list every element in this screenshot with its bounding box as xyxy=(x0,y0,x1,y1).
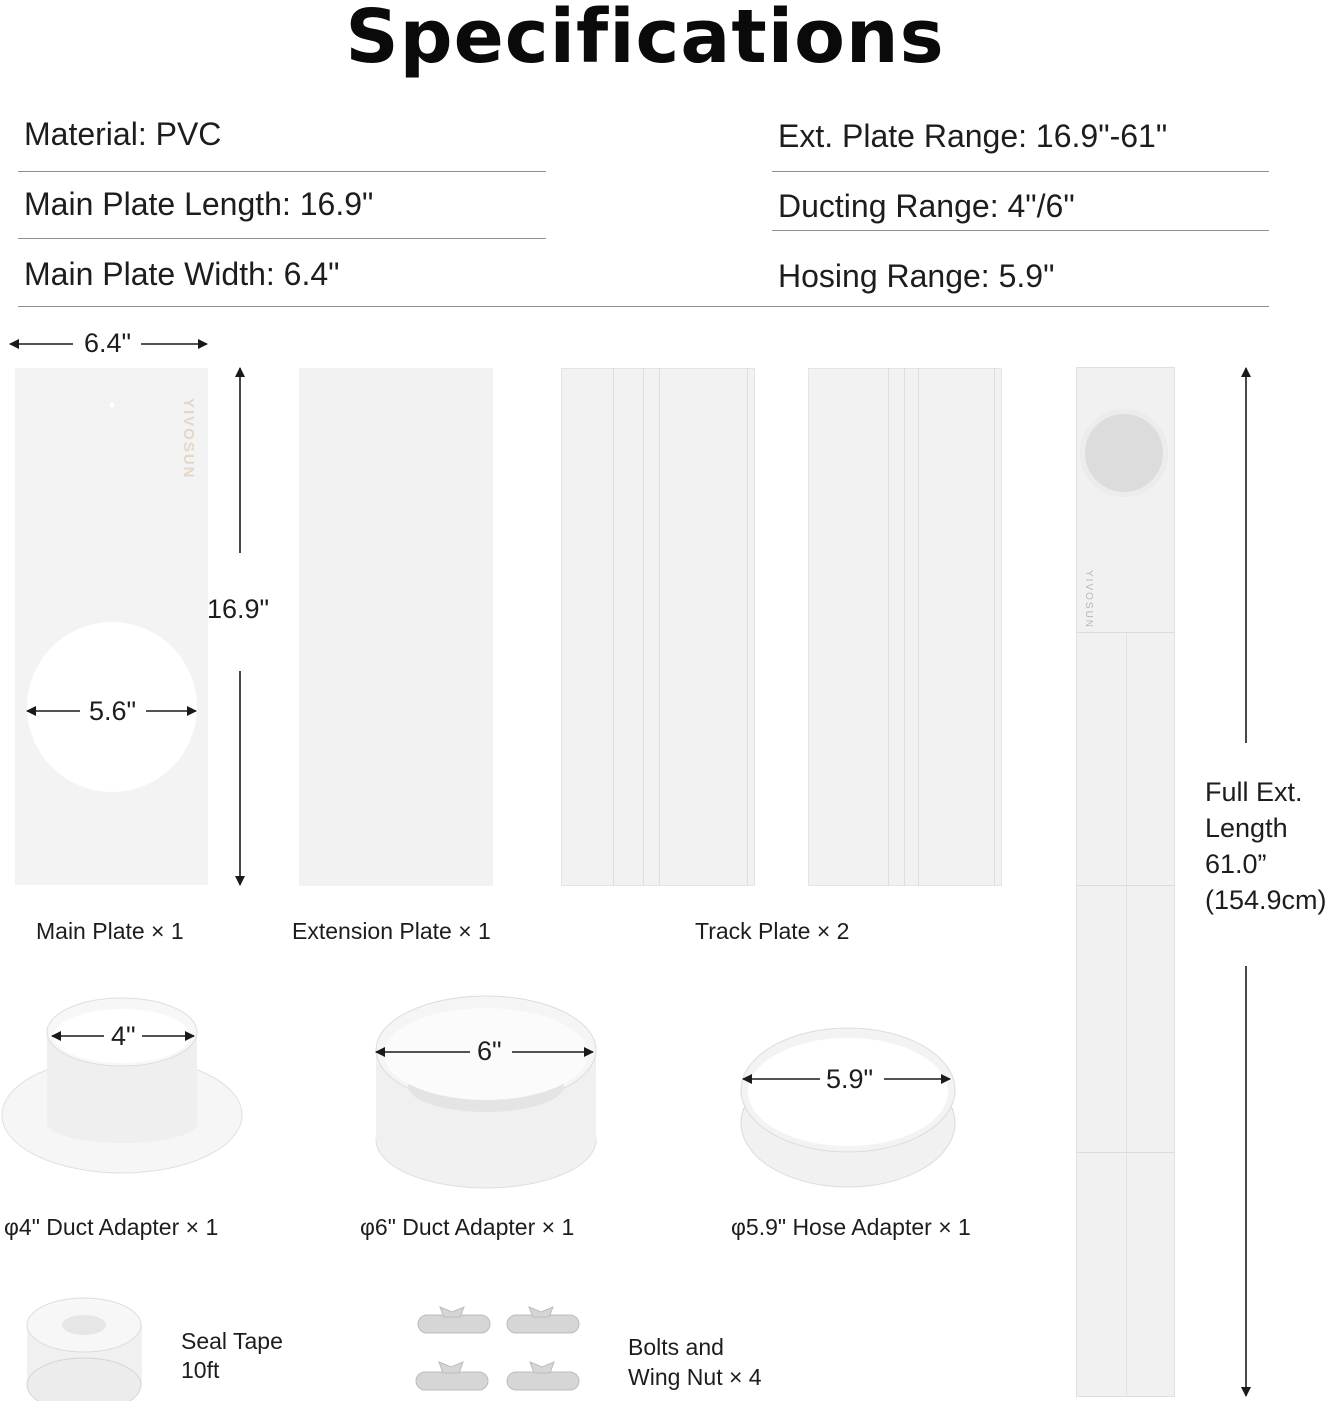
dim-main-width: 6.4" xyxy=(84,328,132,358)
spec-main-plate-length: Main Plate Length: 16.9" xyxy=(24,186,374,222)
full-ext-line: Full Ext. xyxy=(1205,777,1303,807)
spec-hosing-range: Hosing Range: 5.9" xyxy=(778,258,1055,294)
dim-adapter-6: 6" xyxy=(477,1036,502,1066)
brand-logo: YIVOSUN xyxy=(1083,570,1094,630)
hose-adapter xyxy=(741,1028,955,1187)
duct-adapter-6 xyxy=(376,996,596,1188)
caption-duct-6: φ6" Duct Adapter × 1 xyxy=(360,1214,575,1240)
caption-track-plate: Track Plate × 2 xyxy=(695,918,850,944)
spec-material: Material: PVC xyxy=(24,116,222,152)
spec-main-plate-width: Main Plate Width: 6.4" xyxy=(24,256,340,292)
caption-seal-tape-1: Seal Tape xyxy=(181,1328,283,1354)
dim-main-length: 16.9" xyxy=(207,594,270,624)
caption-bolts-1: Bolts and xyxy=(628,1334,724,1360)
seal-tape-roll xyxy=(27,1298,142,1401)
full-ext-line: Length xyxy=(1205,813,1288,843)
spec-ext-plate-range: Ext. Plate Range: 16.9"-61" xyxy=(778,118,1168,154)
dim-hole-diameter: 5.6" xyxy=(89,696,137,726)
dim-adapter-4: 4" xyxy=(111,1021,136,1051)
full-ext-length xyxy=(1205,774,1327,918)
caption-duct-4: φ4" Duct Adapter × 1 xyxy=(4,1214,219,1240)
bolts-wing-nuts xyxy=(416,1307,579,1390)
caption-extension-plate: Extension Plate × 1 xyxy=(292,918,491,944)
page-title: Specifications xyxy=(345,0,945,80)
caption-main-plate: Main Plate × 1 xyxy=(36,918,184,944)
dim-hose: 5.9" xyxy=(826,1064,874,1094)
caption-bolts-2: Wing Nut × 4 xyxy=(628,1364,762,1390)
full-ext-line: 61.0” xyxy=(1205,849,1267,879)
full-ext-line: (154.9cm) xyxy=(1205,885,1327,915)
brand-logo: YIVOSUN xyxy=(180,398,197,480)
caption-hose-adapter: φ5.9" Hose Adapter × 1 xyxy=(731,1214,971,1240)
caption-seal-tape-2: 10ft xyxy=(181,1357,220,1383)
spec-ducting-range: Ducting Range: 4"/6" xyxy=(778,188,1075,224)
